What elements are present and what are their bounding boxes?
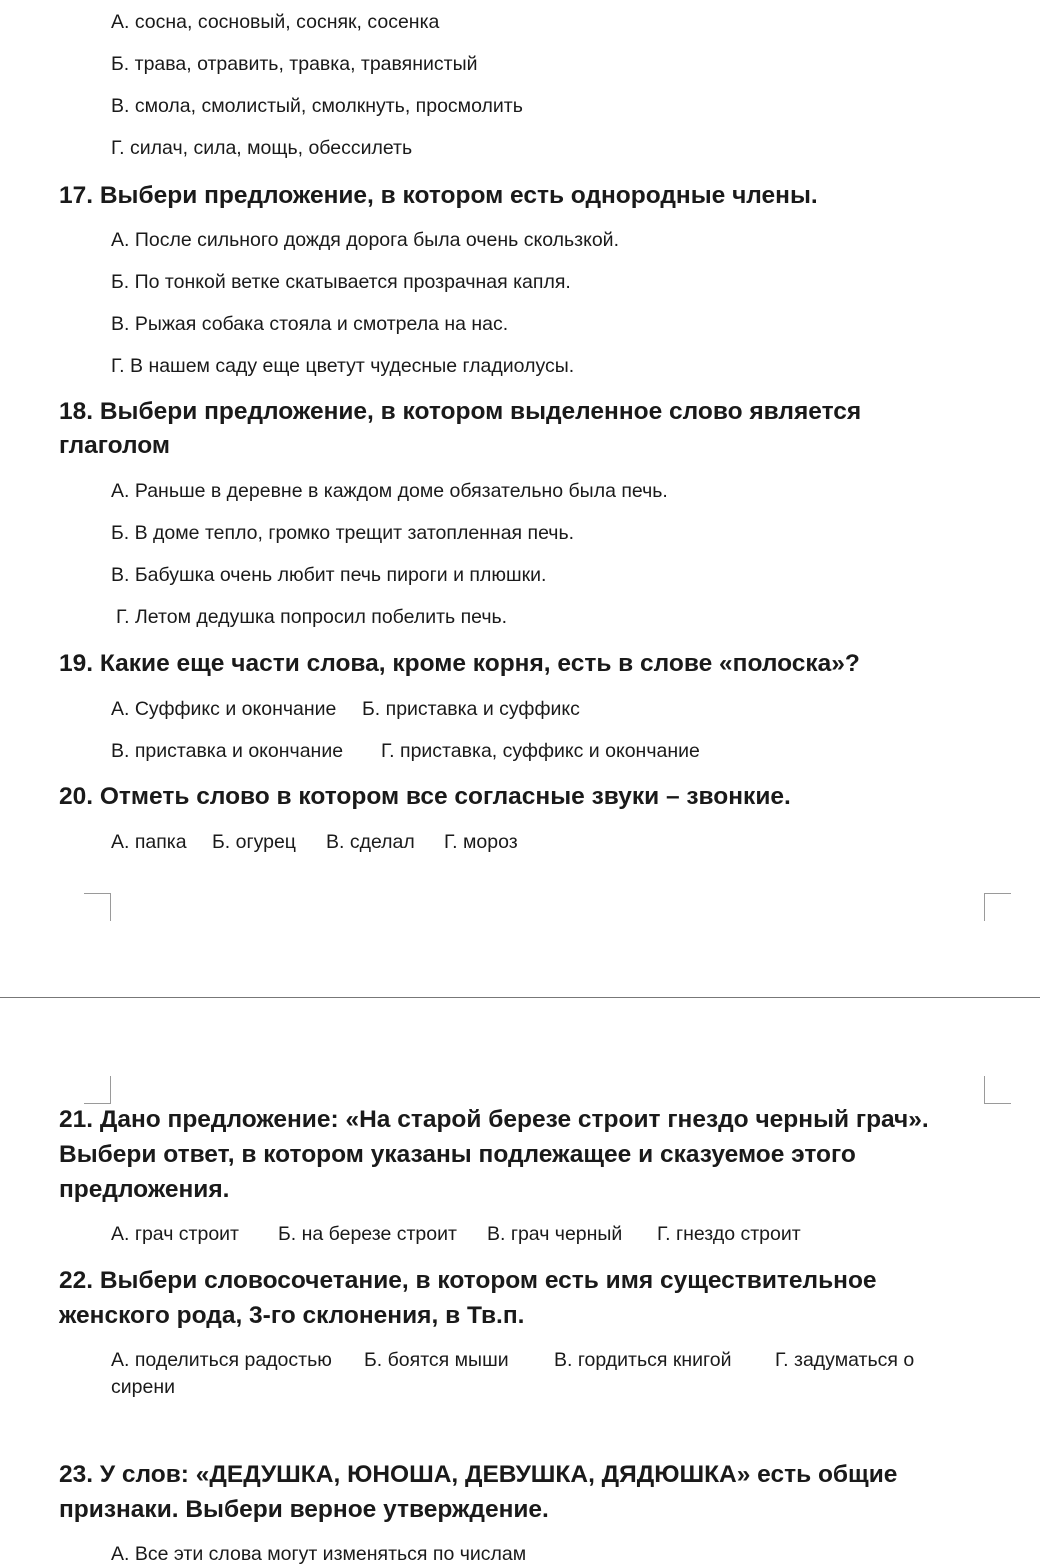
q19-option-c: В. приставка и окончание (111, 740, 344, 762)
q16-option-d: Г. силач, сила, мощь, обессилеть (111, 137, 413, 159)
q17-option-d: Г. В нашем саду еще цветут чудесные гладиолусы. (111, 355, 575, 377)
question-21-line-2: Выбери ответ, в котором указаны подлежащее и сказуемое этого (59, 1141, 856, 1168)
page-corner-mark (984, 893, 1011, 921)
q22-option-d: Г. задуматься о (775, 1349, 915, 1371)
page-corner-mark (84, 893, 111, 921)
page-corner-mark (984, 1076, 1011, 1104)
q21-option-a: А. грач строит (111, 1223, 239, 1245)
page-separator (0, 997, 1040, 998)
q22-option-c: В. гордиться книгой (554, 1349, 732, 1371)
question-18-line-2: глаголом (59, 432, 171, 459)
q16-option-b: Б. трава, отравить, травка, травянистый (111, 53, 478, 75)
q23-option-a: А. Все эти слова могут изменяться по числам (111, 1543, 527, 1565)
question-20: 20. Отметь слово в котором все согласные звуки – звонкие. (59, 783, 791, 810)
q22-option-b: Б. боятся мыши (364, 1349, 509, 1371)
q22-option-d-wrap: сирени (111, 1376, 175, 1398)
q20-option-d: Г. мороз (444, 831, 518, 853)
q21-option-c: В. грач черный (487, 1223, 623, 1245)
q18-option-c: В. Бабушка очень любит печь пироги и плюшки. (111, 564, 547, 586)
q21-option-b: Б. на березе строит (278, 1223, 457, 1245)
question-23-line-1: 23. У слов: «ДЕДУШКА, ЮНОША, ДЕВУШКА, ДЯДЮШКА» есть общие (59, 1461, 898, 1488)
question-22-line-1: 22. Выбери словосочетание, в котором есть имя существительное (59, 1267, 877, 1294)
page-corner-mark (84, 1076, 111, 1104)
q20-option-b: Б. огурец (212, 831, 296, 853)
question-18-line-1: 18. Выбери предложение, в котором выделенное слово является (59, 398, 862, 425)
q19-option-a: А. Суффикс и окончание (111, 698, 337, 720)
q22-option-a: А. поделиться радостью (111, 1349, 332, 1371)
question-19: 19. Какие еще части слова, кроме корня, есть в слове «полоска»? (59, 650, 860, 677)
q19-option-b: Б. приставка и суффикс (362, 698, 580, 720)
question-22-line-2: женского рода, 3-го склонения, в Тв.п. (59, 1302, 525, 1329)
q17-option-a: А. После сильного дождя дорога была очень скользкой. (111, 229, 619, 251)
q18-option-b: Б. В доме тепло, громко трещит затопленная печь. (111, 522, 575, 544)
q18-option-d: Г. Летом дедушка попросил побелить печь. (116, 606, 508, 628)
q18-option-a: А. Раньше в деревне в каждом доме обязательно была печь. (111, 480, 668, 502)
q16-option-a: А. сосна, сосновый, сосняк, сосенка (111, 11, 440, 33)
question-23-line-2: признаки. Выбери верное утверждение. (59, 1496, 549, 1523)
q17-option-c: В. Рыжая собака стояла и смотрела на нас. (111, 313, 509, 335)
question-17: 17. Выбери предложение, в котором есть однородные члены. (59, 182, 818, 209)
q20-option-a: А. папка (111, 831, 187, 853)
question-21-line-1: 21. Дано предложение: «На старой березе строит гнездо черный грач». (59, 1106, 929, 1133)
q17-option-b: Б. По тонкой ветке скатывается прозрачная капля. (111, 271, 571, 293)
q19-option-d: Г. приставка, суффикс и окончание (381, 740, 700, 762)
q20-option-c: В. сделал (326, 831, 415, 853)
question-21-line-3: предложения. (59, 1176, 230, 1203)
q21-option-d: Г. гнездо строит (657, 1223, 801, 1245)
q16-option-c: В. смола, смолистый, смолкнуть, просмолить (111, 95, 523, 117)
